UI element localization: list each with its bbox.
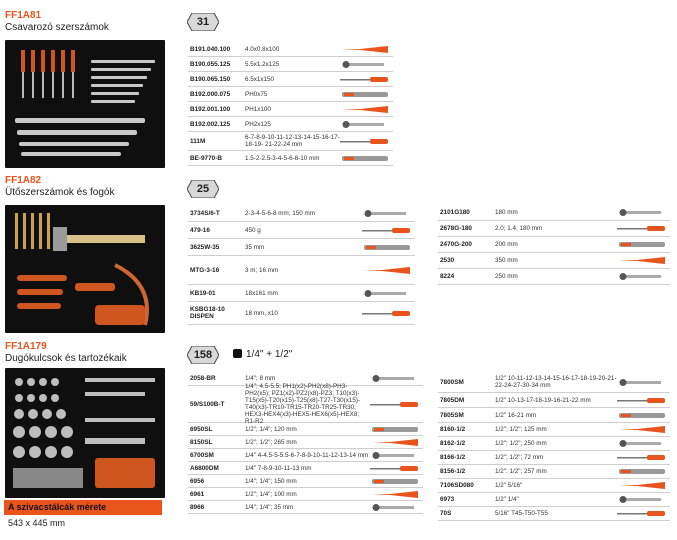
part-number: 8160-1/2 <box>440 426 466 433</box>
table-row <box>438 493 670 507</box>
part-number: 70S <box>440 510 452 517</box>
table-row <box>438 465 670 479</box>
tool-icon <box>340 75 390 84</box>
table-row <box>188 302 415 325</box>
spec-text: 18x161 mm <box>245 289 278 297</box>
tool-icon <box>340 105 390 114</box>
part-number: 8150SL <box>190 438 213 446</box>
tool-icon <box>362 309 412 318</box>
table-row <box>188 57 393 72</box>
tool-icon <box>362 243 412 252</box>
part-number: B192.000.075 <box>190 90 231 98</box>
table-row <box>188 151 393 166</box>
spec-text: 180 mm <box>495 209 518 216</box>
part-number: 59/S100B-T <box>190 400 225 408</box>
tool-icon <box>370 425 420 434</box>
table-row <box>438 237 670 253</box>
part-number: 3734S/6-T <box>190 209 220 217</box>
table-row <box>438 437 670 451</box>
tool-icon <box>617 467 667 476</box>
set-3-table-left <box>188 372 423 537</box>
spec-text: 6-7-8-9-10-11-12-13-14-15-16-17-18-19- 21-22-24 mm <box>245 134 340 148</box>
spec-text: 6.5x1x150 <box>245 75 275 83</box>
table-row <box>438 269 670 285</box>
tool-icon <box>617 378 667 387</box>
part-number: 7106SD080 <box>440 482 474 489</box>
set-2-table-right <box>438 205 670 285</box>
spec-text: 350 mm <box>495 257 518 264</box>
tool-icon <box>340 120 390 129</box>
part-number: 111M <box>190 137 206 145</box>
part-number: 8224 <box>440 273 455 280</box>
spec-text: 1/4"; 1/4"; 150 mm <box>245 477 297 485</box>
set-name: Dugókulcsok és tartozékaik <box>5 353 127 364</box>
part-number: 6961 <box>190 490 205 498</box>
part-number: 2530 <box>440 257 455 264</box>
spec-text: 1/2" 5/16" <box>495 482 523 489</box>
table-row <box>438 372 670 393</box>
tool-icon <box>617 425 667 434</box>
tool-icon <box>340 45 390 54</box>
spec-text: PH2x125 <box>245 120 271 128</box>
table-row <box>188 501 423 514</box>
tool-icon <box>370 490 420 499</box>
spec-text: 1/2"; 1/4"; 100 mm <box>245 490 297 498</box>
part-number: 2101G180 <box>440 209 470 216</box>
part-number: 479-16 <box>190 226 210 234</box>
spec-text: 3 m; 16 mm <box>245 266 279 274</box>
spec-text: 1/4"; 8 mm <box>245 375 276 382</box>
tool-icon <box>617 240 667 249</box>
spec-text: 5/16" T45-T50-T55 <box>495 510 548 517</box>
spec-text: PH0x75 <box>245 90 268 98</box>
part-number: B190.065.150 <box>190 75 231 83</box>
spec-text: 1/4" 4-4.5-5-5.5-6-7-8-9-10-11-12-13-14 mm <box>245 451 369 459</box>
tray-photo <box>5 40 165 168</box>
tool-icon <box>370 374 420 383</box>
spec-text: 1/2"; 1/2"; 250 mm <box>495 440 547 447</box>
table-row <box>188 117 393 132</box>
tool-icon <box>370 400 420 409</box>
part-number: KB19-01 <box>190 289 216 297</box>
tool-icon <box>617 509 667 518</box>
part-number: MTG-3-16 <box>190 266 220 274</box>
part-number: 6956 <box>190 477 205 485</box>
drive-size <box>233 348 292 362</box>
part-number: 8156-1/2 <box>440 468 466 475</box>
part-number: 2470G-200 <box>440 241 472 248</box>
table-row <box>438 423 670 437</box>
set-code: FF1A82 <box>5 175 42 186</box>
piece-count-badge <box>187 13 219 31</box>
tool-icon <box>362 289 412 298</box>
tool-icon <box>617 256 667 265</box>
set-2-table-left <box>188 205 415 325</box>
spec-text: 250 mm <box>495 273 518 280</box>
tool-icon <box>340 154 390 163</box>
set-1-table <box>188 42 393 164</box>
table-row <box>188 462 423 475</box>
table-row <box>188 423 423 436</box>
spec-text: 1/2"; 1/2"; 72 mm <box>495 454 544 461</box>
tool-icon <box>617 208 667 217</box>
tray-size-heading: A szivacstálcák mérete <box>4 500 162 515</box>
piece-count-badge <box>187 180 219 198</box>
drive-size-label: 1/4" + 1/2" <box>246 349 293 360</box>
tool-icon <box>617 481 667 490</box>
spec-text: 1/4" 7-8-9-10-11-13 mm <box>245 464 312 472</box>
part-number: BE-9770-B <box>190 154 222 162</box>
spec-text: 200 mm <box>495 241 518 248</box>
tool-icon <box>617 439 667 448</box>
tool-icon <box>362 209 412 218</box>
set-name: Csavarozó szerszámok <box>5 22 109 33</box>
spec-text: 4.0x0.8x100 <box>245 45 280 53</box>
tool-icon <box>617 396 667 405</box>
spec-text: 1/2"; 1/4"; 120 mm <box>245 425 297 433</box>
part-number: 7805DM <box>440 396 465 404</box>
part-number: KSBG18-10 DISPEN <box>190 306 225 320</box>
square-drive-icon <box>233 349 242 358</box>
piece-count: 158 <box>193 349 213 361</box>
table-row <box>188 488 423 501</box>
part-number: 6973 <box>440 496 455 503</box>
part-number: 3625W-35 <box>190 243 220 251</box>
tool-icon <box>340 90 390 99</box>
part-number: 6700SM <box>190 451 214 459</box>
spec-text: 1/4"; 4.5-5.5; PH1(x2)-PH2(x8)-PH3-PH2(x5); PZ1(x2)-PZ2(x8)-PZ3; T10(x3)-T15(x5)-T20(x15)-T25(x8)-T27-T30(x15)-T40(x3)-TR10-TR15-TR20-TR25-TR30; HEX3-HEX4(x3)-HEX5-HEX6(x5)-HEX8; R1-R2 <box>245 383 361 425</box>
spec-text: 1/2"; 1/2"; 125 mm <box>495 426 547 433</box>
table-row <box>188 42 393 57</box>
tray-size-value: 543 x 445 mm <box>8 518 66 528</box>
part-number: 8162-1/2 <box>440 440 466 447</box>
part-number: B192.002.125 <box>190 120 231 128</box>
table-row <box>188 239 415 256</box>
spec-text: 5.5x1.2x125 <box>245 60 280 68</box>
tool-icon <box>617 453 667 462</box>
part-number: A6800DM <box>190 464 219 472</box>
table-row <box>188 72 393 87</box>
table-row <box>438 221 670 237</box>
table-row <box>438 205 670 221</box>
table-row <box>188 205 415 222</box>
tool-icon <box>617 411 667 420</box>
table-row <box>188 436 423 449</box>
table-row <box>438 393 670 408</box>
spec-text: PH1x100 <box>245 105 271 113</box>
table-row <box>188 87 393 102</box>
table-row <box>438 253 670 269</box>
tool-icon <box>370 477 420 486</box>
tool-icon <box>340 60 390 69</box>
set-code: FF1A179 <box>5 341 47 352</box>
set-name: Ütőszerszámok és fogók <box>5 187 115 198</box>
spec-text: 1/2" 10-13-17-18-19-16-21-22 mm <box>495 396 591 404</box>
set-3-table-right <box>438 372 670 537</box>
tool-icon <box>370 503 420 512</box>
spec-text: 2-3-4-5-6-8 mm; 150 mm <box>245 209 315 217</box>
piece-count: 25 <box>196 183 210 195</box>
spec-text: 2.0; 1.4; 180 mm <box>495 225 543 232</box>
table-row <box>188 256 415 285</box>
table-row <box>438 408 670 423</box>
table-row <box>438 479 670 493</box>
part-number: 2058-BR <box>190 375 216 382</box>
tool-icon <box>617 495 667 504</box>
table-row <box>438 507 670 521</box>
table-row <box>188 102 393 117</box>
spec-text: 18 mm, x10 <box>245 309 278 317</box>
spec-text: 35 mm <box>245 243 265 251</box>
table-row <box>188 383 423 425</box>
table-row <box>188 222 415 239</box>
spec-text: 1/2" 1/4" <box>495 496 519 503</box>
spec-text: 1/2"; 1/2"; 265 mm <box>245 438 297 446</box>
part-number: B192.001.100 <box>190 105 231 113</box>
table-row <box>438 451 670 465</box>
spec-text: 1/4"; 1/4"; 35 mm <box>245 503 294 511</box>
tool-icon <box>617 272 667 281</box>
part-number: 7805SM <box>440 411 464 419</box>
tool-icon <box>370 451 420 460</box>
piece-count: 31 <box>196 16 210 28</box>
set-code: FF1A81 <box>5 10 42 21</box>
tool-icon <box>362 266 412 275</box>
part-number: B190.055.125 <box>190 60 231 68</box>
part-number: 2678G-180 <box>440 225 472 232</box>
spec-text: 1/2"; 1/2"; 257 mm <box>495 468 547 475</box>
table-row <box>188 132 393 151</box>
table-row <box>188 449 423 462</box>
spec-text: 1/2" 10-11-12-13-14-15-16-17-18-19-20-21-22-24-27-30-34 mm <box>495 375 617 389</box>
spec-text: 1.5-2-2.5-3-4-5-6-8-10 mm <box>245 154 320 162</box>
table-row <box>188 475 423 488</box>
tool-icon <box>370 464 420 473</box>
tray-photo <box>5 368 165 498</box>
part-number: 8966 <box>190 503 205 511</box>
part-number: 8166-1/2 <box>440 454 466 461</box>
tray-photo <box>5 205 165 333</box>
tool-icon <box>617 224 667 233</box>
piece-count-badge <box>187 346 219 364</box>
tool-icon <box>340 137 390 146</box>
spec-text: 450 g <box>245 226 261 234</box>
table-row <box>188 285 415 302</box>
tool-icon <box>362 226 412 235</box>
part-number: 7800SM <box>440 378 464 386</box>
tool-icon <box>370 438 420 447</box>
part-number: 6950SL <box>190 425 213 433</box>
part-number: B191.040.100 <box>190 45 231 53</box>
spec-text: 1/2" 16-21 mm <box>495 411 537 419</box>
